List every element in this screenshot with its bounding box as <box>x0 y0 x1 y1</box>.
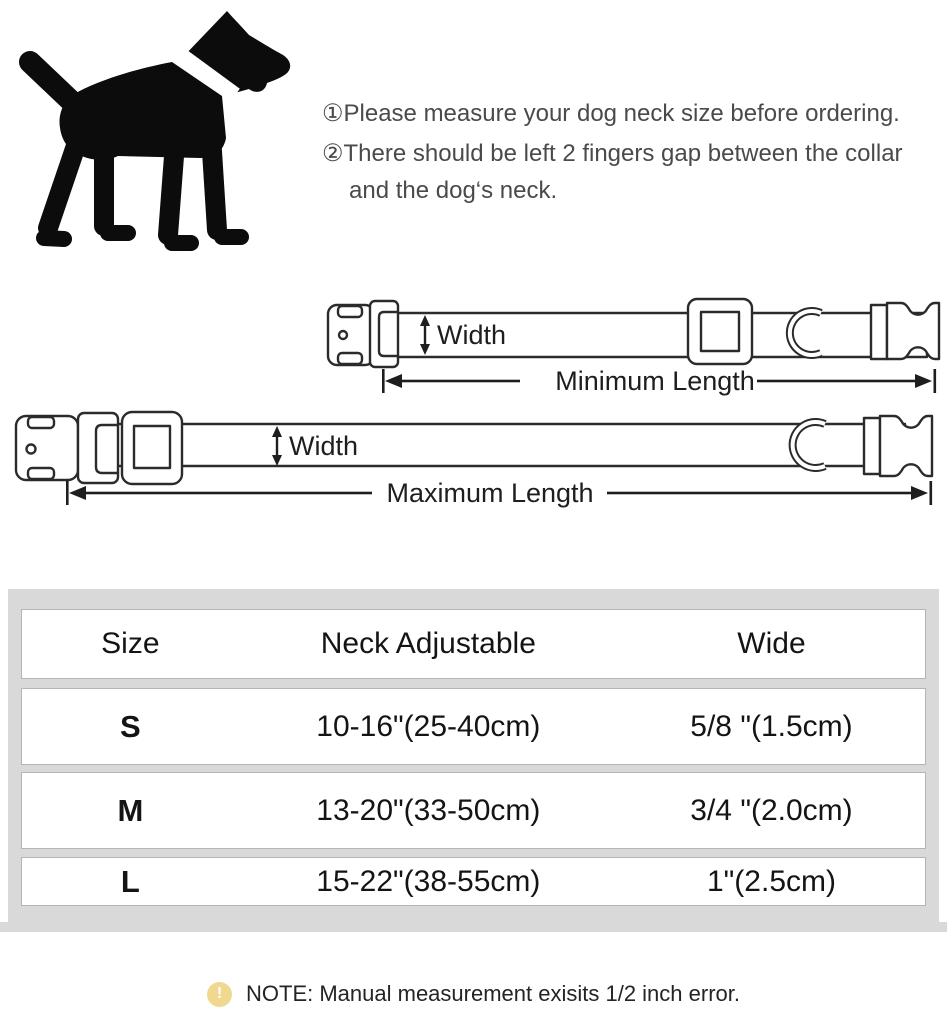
instruction-item-1: ①Please measure your dog neck size before ordering. <box>322 100 900 127</box>
max-length-label: Maximum Length <box>386 478 594 508</box>
cell-wide: 1"(2.5cm) <box>706 864 836 898</box>
dog-tail-shape <box>30 62 70 100</box>
dog-silhouette-graphic <box>0 0 322 270</box>
collar-diagram-min <box>320 293 947 405</box>
cell-neck: 13-20"(33-50cm) <box>316 793 541 827</box>
width-label: Width <box>289 431 359 461</box>
instructions-list <box>322 95 944 209</box>
instruction-item-2: ②There should be left 2 fingers gap between the collar and the dog‘s neck. <box>322 140 903 204</box>
tri-glide-slider-icon <box>122 412 182 484</box>
exclamation-icon: ! <box>207 982 232 1007</box>
strap-fold <box>370 301 398 367</box>
buckle-female-icon <box>16 416 78 480</box>
header-wide: Wide <box>737 627 806 660</box>
header-neck-adjustable: Neck Adjustable <box>320 627 536 660</box>
cell-size: M <box>117 792 144 828</box>
buckle-male-icon <box>864 416 932 476</box>
table-row-l <box>21 857 926 906</box>
table-row-m <box>21 772 926 849</box>
cell-wide: 5/8 "(1.5cm) <box>690 709 853 743</box>
table-row-s <box>21 688 926 765</box>
note-text: NOTE: Manual measurement exisits 1/2 inch error. <box>246 981 740 1006</box>
buckle-female-icon <box>328 305 374 365</box>
cell-wide: 3/4 "(2.0cm) <box>690 793 853 827</box>
cell-size: S <box>120 708 141 744</box>
size-table-header-row <box>21 609 926 679</box>
collar-diagram-max <box>0 408 947 520</box>
buckle-male-icon <box>871 303 939 359</box>
strap-fold <box>78 413 118 483</box>
cell-neck: 15-22"(38-55cm) <box>316 864 541 898</box>
size-table <box>8 589 939 922</box>
cell-size: L <box>120 863 140 899</box>
tri-glide-slider-icon <box>688 299 752 364</box>
collar-strap <box>95 424 905 466</box>
header-size: Size <box>101 627 160 660</box>
width-label: Width <box>437 320 507 350</box>
min-length-label: Minimum Length <box>555 366 755 396</box>
note-row <box>0 976 947 1012</box>
table-bottom-stripe <box>0 922 947 932</box>
cell-neck: 10-16"(25-40cm) <box>316 709 541 743</box>
